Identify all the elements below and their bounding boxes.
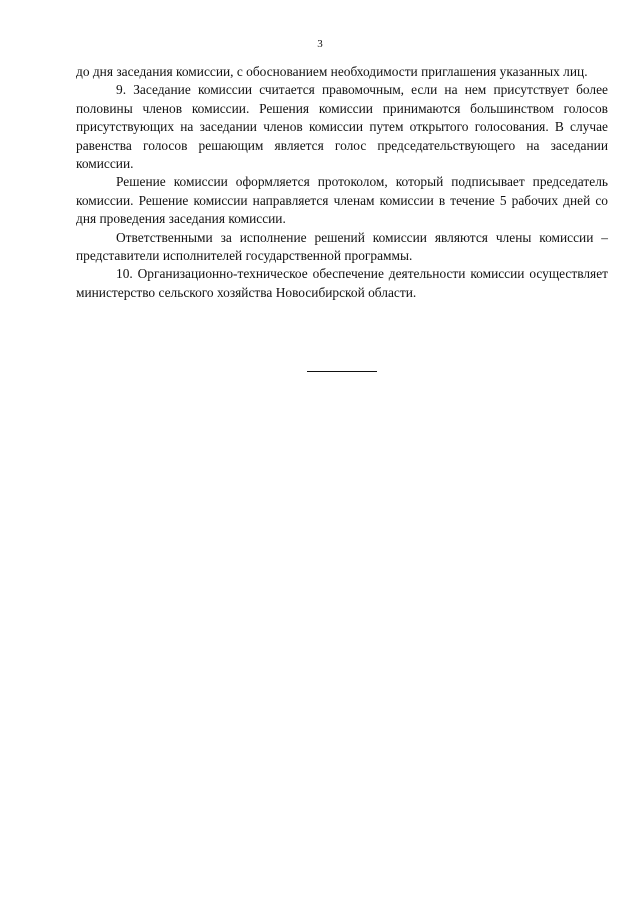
document-body (76, 63, 608, 302)
end-divider-line (307, 371, 377, 372)
page-number: 3 (317, 38, 323, 50)
paragraph-continuation: до дня заседания комиссии, с обоснованием необходимости приглашения указанных лиц. (76, 64, 588, 79)
paragraph-responsible-members: Ответственными за исполнение решений комиссии являются члены комиссии – представители исполнителей государственной программы. (76, 229, 608, 264)
paragraph-item-10: 10. Организационно-техническое обеспечение деятельности комиссии осуществляет министерство сельского хозяйства Новосибирской области. (76, 266, 608, 300)
paragraph-item-9: 9. Заседание комиссии считается правомочным, если на нем присутствует более половины членов комиссии. Решения комиссии принимаются большинством голосов присутствующих на заседании членов комиссии путем открытого голосования. В случае равенства голосов решающим является голос председательствующего на заседании комиссии. (76, 82, 608, 172)
paragraph-decision-protocol: Решение комиссии оформляется протоколом, который подписывает председатель комиссии. Решение комиссии направляется членам комиссии в течение 5 рабочих дней со дня проведения заседания комиссии. (76, 174, 608, 227)
